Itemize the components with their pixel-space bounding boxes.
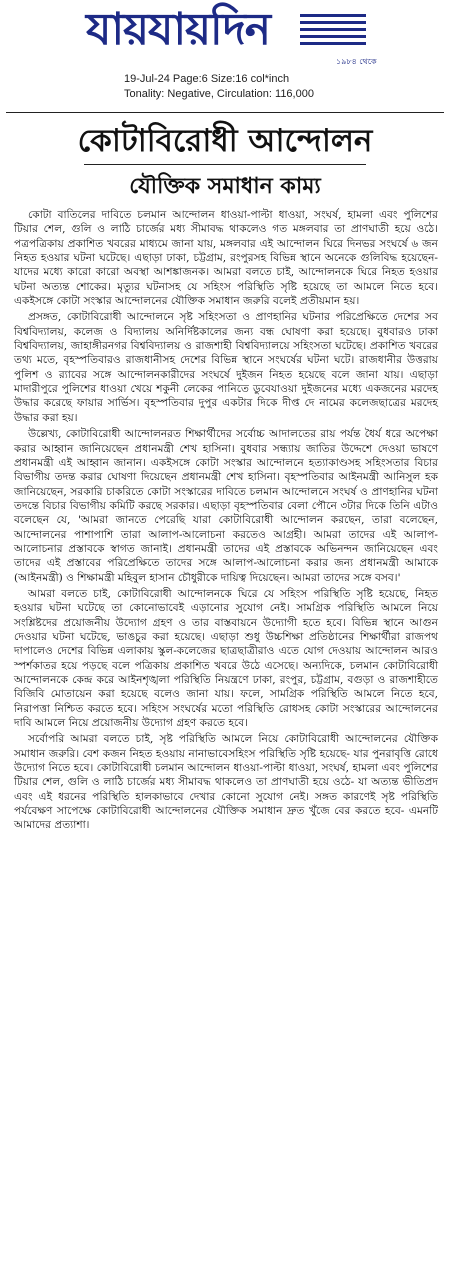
article-subheadline: যৌক্তিক সমাধান কাম্য xyxy=(129,173,321,199)
clipping-tonality-circulation: Tonality: Negative, Circulation: 116,000 xyxy=(124,88,314,100)
article-body xyxy=(14,208,438,835)
masthead xyxy=(0,0,450,72)
article-paragraph: প্রসঙ্গত, কোটাবিরোধী আন্দোলনে সৃষ্ট সহিংসতা ও প্রাণহানির ঘটনার পরিপ্রেক্ষিতে দেশের সব বিশ্ববিদ্যালয়, কলেজ ও বিদ্যালয় অনির্দিষ্টকালের জন্য বন্ধ ঘোষণা করা হয়েছে। বুধবারও ঢাকা বিশ্ববিদ্যালয়, জাহাঙ্গীরনগর বিশ্ববিদ্যালয় ও রাজশাহী বিশ্ববিদ্যালয়ে সহিংসতা ঘটেছে। প্রকাশিত খবরের তথ্য মতে, বৃহস্পতিবারও রাজধানীসহ দেশের বিভিন্ন স্থানে সংঘর্ষের ঘটনা ঘটে। রাজধানীর উত্তরায় পুলিশ ও র‌্যাবের সঙ্গে আন্দোলনকারীদের সংঘর্ষে দুইজন নিহত হয়েছে বলে জানা যায়। এছাড়া মাদারীপুরে পুলিশের ধাওয়া খেয়ে শকুনী লেকের পানিতে ডুবেযাওয়া দুইজনের মধ্যে একজনের মরদেহ উদ্ধার করেছে ফায়ার সার্ভিস। বৃহস্পতিবার দুপুর একটার দিকে দীপ্ত দে নামের কলেজছাত্রের মরদেহ উদ্ধার করা হয়। xyxy=(14,311,438,424)
article-paragraph: সর্বোপরি আমরা বলতে চাই, সৃষ্ট পরিস্থিতি আমলে নিয়ে কোটাবিরোধী আন্দোলনের যৌক্তিক সমাধান জরুরি। বেশ কজন নিহত হওয়ায় নানাভাবেসহিংস পরিস্থিতি সৃষ্টি হয়েছে- যার পুনরাবৃত্তি রোধে উদ্যোগ নিতে হবে। কোটাবিরোধী চলমান আন্দোলন ধাওয়া-পাল্টা ধাওয়া, সংঘর্ষ, হামলা এবং পুলিশের টিয়ার শেল, গুলি ও লাঠি চার্জের মধ্য সীমাবদ্ধ থাকলেও তা প্রাণঘাতী হয়ে ওঠে- যা অত্যন্ত ভীতিপ্রদ এবং এই ধরনের পরিস্থিতি হালকাভাবে দেখার কোনো সুযোগ নেই। সঙ্গত কারণেই সৃষ্ট পরিস্থিতি পর্যবেক্ষণ সাপেক্ষে কোটাবিরোধী আন্দোলনের যৌক্তিক সমাধান দ্রুত খুঁজে বের করতে হবে- এমনটি আমাদের প্রত্যাশা। xyxy=(14,733,438,832)
clipping-meta xyxy=(124,72,314,102)
logo-tagline: ১৯৮৪ থেকে xyxy=(336,57,377,66)
top-divider xyxy=(6,112,444,113)
newspaper-logo: যায়যায়দিন xyxy=(86,4,271,55)
clipping-date-page-size: 19-Jul-24 Page:6 Size:16 col*inch xyxy=(124,73,290,85)
article-paragraph: উল্লেখ্য, কোটাবিরোধী আন্দোলনরত শিক্ষার্থীদের সর্বোচ্চ আদালতের রায় পর্যন্ত ধৈর্য ধরে অপেক্ষা করার আহ্বান জানিয়েছেন প্রধানমন্ত্রী শেখ হাসিনা। বুধবার সন্ধ্যায় জাতির উদ্দেশে দেওয়া ভাষণে প্রধানমন্ত্রী এই আহ্বান জানান। একইসঙ্গে কোটা সংস্কার আন্দোলনে হত্যাকাণ্ডসহ সহিংসতার বিচার বিভাগীয় তদন্ত করার ঘোষণা দিয়েছেন প্রধানমন্ত্রী শেখ হাসিনা। বৃহস্পতিবার আইনমন্ত্রী আনিসুল হক জানিয়েছেন, সরকারি চাকরিতে কোটা সংস্কারের দাবিতে চলমান আন্দোলনে সংঘর্ষ ও প্রাণহানির ঘটনা তদন্তে বিচার বিভাগীয় কমিটি করছে সরকার। এছাড়া বৃহস্পতিবার বেলা পৌনে ৩টার দিকে তিনি এটাও বলেছেন যে, 'আমরা জানতে পেরেছি যারা কোটাবিরোধী আন্দোলন করছেন, তারা বলেছেন, আন্দোলনের পাশাপাশি তারা আলাপ-আলোচনা করতেও আগ্রহী। আমরা তাদের এই আলাপ-আলোচনার প্রস্তাবকে স্বাগত জানাই। প্রধানমন্ত্রী তাদের এই প্রস্তাবকে অভিনন্দন জানিয়েছেন এবং তাদের এই প্রস্তাবের পরিপ্রেক্ষিতে তাদের সঙ্গে আলাপ-আলোচনা করার জন্য প্রধানমন্ত্রী আমাকে (আইনমন্ত্রী) ও শিক্ষামন্ত্রী মহিবুল হাসান চৌধুরীকে দায়িত্ব দিয়েছেন। আমরা তাদের সঙ্গে বসব।' xyxy=(14,428,438,584)
logo-stripes xyxy=(300,14,366,54)
article-headline: কোটাবিরোধী আন্দোলন xyxy=(77,123,373,159)
article-paragraph: আমরা বলতে চাই, কোটাবিরোধী আন্দোলনকে ঘিরে যে সহিংস পরিস্থিতি সৃষ্টি হয়েছে, নিহত হওয়ার ঘটনা ঘটেছে তা কোনোভাবেই এড়ানোর সুযোগ নেই। সামগ্রিক পরিস্থিতি আমলে নিয়ে সংশ্লিষ্টদের প্রয়োজনীয় উদ্যোগ গ্রহণ ও তার বাস্তবায়নে উদ্যোগী হতে হবে। বিভিন্ন স্থানে আগুন দেওয়ার ঘটনা ঘটেছে, ভাঙচুর করা হয়েছে। এছাড়া শুধু উচ্চশিক্ষা প্রতিষ্ঠানের শিক্ষার্থীরা রাজপথ দাপালেও দেশের বিভিন্ন এলাকায় স্কুল-কলেজের ছাত্রছাত্রীরাও এতে যোগ দেওয়ায় আন্দোলন আরও স্পর্শকাতর হয়ে পড়ছে বলে পত্রিকায় প্রকাশিত খবরে উঠে এসেছে। অন্যদিকে, চলমান কোটাবিরোধী আন্দোলনকে কেন্দ্র করে আইনশৃঙ্খলা পরিস্থিতি নিয়ন্ত্রণে ঢাকা, রংপুর, চট্টগ্রাম, বগুড়া ও রাজশাহীতে বিজিবি মোতায়েন করা হয়েছে বলেও জানা যায়। ফলে, সামগ্রিক পরিস্থিতি আমলে নিতে হবে, নিরাপত্তা নিশ্চিত করতে হবে। সহিংস সংঘর্ষের মতো পরিস্থিতি রোধসহ কোটা সংস্কারের আন্দোলনের দাবি আমলে নিয়ে প্রয়োজনীয় উদ্যোগ গ্রহণ করতে হবে। xyxy=(14,587,438,730)
headline-divider xyxy=(84,164,366,165)
article-paragraph: কোটা বাতিলের দাবিতে চলমান আন্দোলন ধাওয়া-পাল্টা ধাওয়া, সংঘর্ষ, হামলা এবং পুলিশের টিয়ার শেল, গুলি ও লাঠি চার্জের মধ্য সীমাবদ্ধ থাকলেও গত মঙ্গলবার তা প্রাণঘাতী হয়ে ওঠে। পত্রপত্রিকায় প্রকাশিত খবরের মাধ্যমে জানা যায়, মঙ্গলবার এই আন্দোলন ঘিরে দিনভর সংঘর্ষে ৬ জন নিহত হওয়ার ঘটনা ঘটেছে। এছাড়া ঢাকা, চট্টগ্রাম, রংপুরসহ বিভিন্ন স্থানে অনেকে গুলিবিদ্ধ হয়েছেন- যাদের মধ্যে কারো কারো অবস্থা আশঙ্কাজনক। আমরা বলতে চাই, আন্দোলনকে ঘিরে নিহত হওয়ার ঘটনা অত্যন্ত শোকের। মৃত্যুর ঘটনাসহ যে সহিংস পরিস্থিতি সৃষ্টি হয়েছে তা আমলে নিতে হবে। একইসঙ্গে কোটা সংস্কার আন্দোলনের যৌক্তিক সমাধান জরুরি বলেই প্রতীয়মান হয়। xyxy=(14,209,438,308)
